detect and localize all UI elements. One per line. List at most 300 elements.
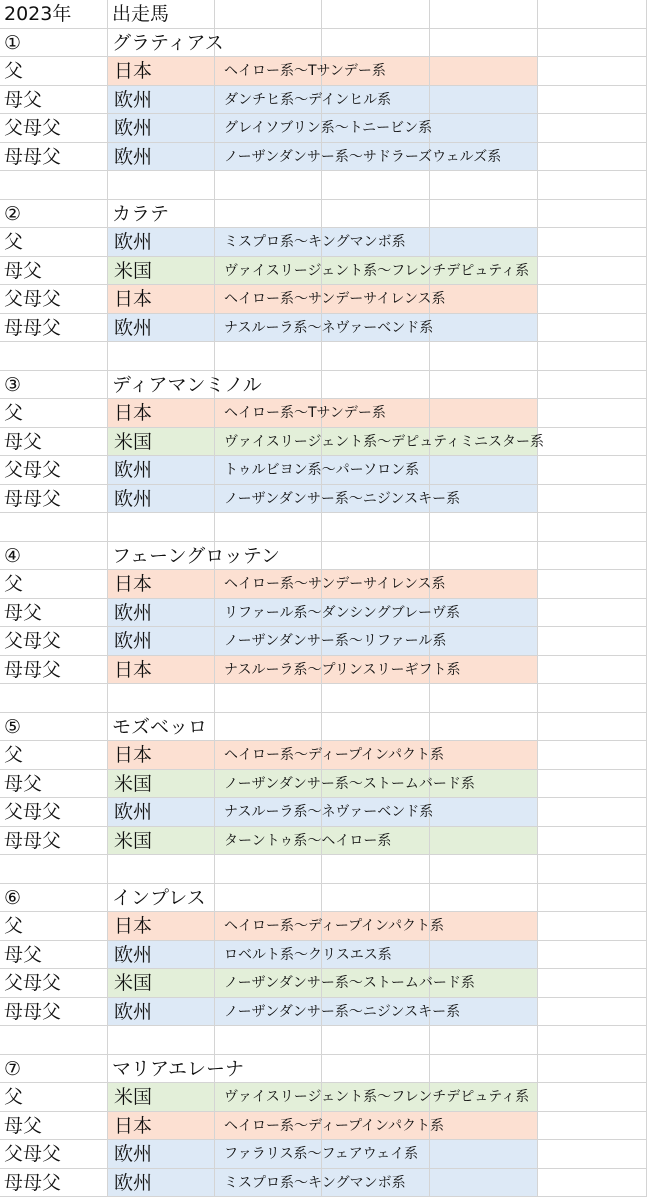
year-label: 2023年 xyxy=(4,3,72,25)
cell-col-4[interactable] xyxy=(430,513,538,542)
horse-title-row xyxy=(0,29,647,58)
region-label: 欧州 xyxy=(114,1143,153,1165)
pedigree-row xyxy=(0,627,647,656)
cell-col-0[interactable] xyxy=(0,912,108,941)
cell-col-1[interactable] xyxy=(108,998,215,1027)
pedigree-role: 父 xyxy=(4,402,24,424)
empty-row xyxy=(0,171,647,200)
cell-col-1[interactable] xyxy=(108,941,215,970)
cell-col-0[interactable] xyxy=(0,371,108,400)
region-label: 日本 xyxy=(114,573,153,595)
pedigree-role: 母父 xyxy=(4,1114,43,1137)
cell-col-2[interactable] xyxy=(215,684,322,713)
cell-col-4[interactable] xyxy=(430,57,538,86)
cell-col-1[interactable] xyxy=(108,656,215,685)
horse-name: マリアエレーナ xyxy=(112,1057,245,1080)
cell-col-1[interactable] xyxy=(108,57,215,86)
cell-col-4[interactable] xyxy=(430,884,538,913)
cell-col-0[interactable] xyxy=(0,57,108,86)
cell-col-0[interactable] xyxy=(0,713,108,742)
pedigree-row xyxy=(0,285,647,314)
cell-col-0[interactable] xyxy=(0,656,108,685)
horse-number: ① xyxy=(4,31,22,54)
cell-col-0[interactable] xyxy=(0,627,108,656)
cell-col-0[interactable] xyxy=(0,969,108,998)
cell-col-5[interactable] xyxy=(538,798,647,827)
cell-col-1[interactable] xyxy=(108,912,215,941)
cell-col-4[interactable] xyxy=(430,285,538,314)
cell-col-1[interactable] xyxy=(108,884,215,913)
cell-col-0[interactable] xyxy=(0,399,108,428)
horse-name: モズベッロ xyxy=(112,715,208,738)
horse-number: ③ xyxy=(4,373,22,396)
cell-col-1[interactable] xyxy=(108,741,215,770)
horse-number: ④ xyxy=(4,544,22,567)
cell-col-4[interactable] xyxy=(430,200,538,229)
header-row xyxy=(0,0,647,29)
pedigree-row xyxy=(0,1112,647,1141)
cell-col-1[interactable] xyxy=(108,314,215,343)
pedigree-role: 父母父 xyxy=(4,630,62,652)
pedigree-role: 母父 xyxy=(4,943,43,966)
cell-col-1[interactable] xyxy=(108,798,215,827)
cell-col-1[interactable] xyxy=(108,513,215,542)
cell-col-4[interactable] xyxy=(430,855,538,884)
cell-col-1[interactable] xyxy=(108,171,215,200)
sire-line: リファール系～ダンシングブレーヴ系 xyxy=(224,604,461,621)
cell-col-5[interactable] xyxy=(538,1083,647,1112)
cell-col-1[interactable] xyxy=(108,143,215,172)
horse-number: ⑥ xyxy=(4,886,22,909)
cell-col-1[interactable] xyxy=(108,200,215,229)
region-label: 米国 xyxy=(114,772,153,795)
cell-col-2[interactable] xyxy=(215,542,322,571)
cell-col-2[interactable] xyxy=(215,713,322,742)
region-label: 欧州 xyxy=(114,316,153,339)
cell-col-5[interactable] xyxy=(538,513,647,542)
cell-col-2[interactable] xyxy=(215,513,322,542)
cell-col-3[interactable] xyxy=(322,684,430,713)
pedigree-role: 母母父 xyxy=(4,829,62,852)
pedigree-role: 母母父 xyxy=(4,1171,62,1194)
header-title: 出走馬 xyxy=(112,3,170,25)
cell-col-5[interactable] xyxy=(538,998,647,1027)
cell-col-0[interactable] xyxy=(0,428,108,457)
cell-col-5[interactable] xyxy=(538,770,647,799)
cell-col-4[interactable] xyxy=(430,542,538,571)
cell-col-1[interactable] xyxy=(108,228,215,257)
cell-col-0[interactable] xyxy=(0,1083,108,1112)
cell-col-4[interactable] xyxy=(430,741,538,770)
cell-col-1[interactable] xyxy=(108,684,215,713)
cell-col-5[interactable] xyxy=(538,855,647,884)
cell-col-4[interactable] xyxy=(430,941,538,970)
cell-col-3[interactable] xyxy=(322,342,430,371)
cell-col-1[interactable] xyxy=(108,770,215,799)
region-label: 米国 xyxy=(114,430,153,453)
cell-col-0[interactable] xyxy=(0,827,108,856)
sire-line: ヘイロー系～Tサンデー系 xyxy=(224,63,386,79)
pedigree-role: 父 xyxy=(4,231,24,253)
region-label: 日本 xyxy=(114,744,153,766)
pedigree-role: 父母父 xyxy=(4,459,62,481)
sire-line: ノーザンダンサー系～ストームバード系 xyxy=(224,975,475,991)
cell-col-1[interactable] xyxy=(108,542,280,571)
cell-col-3[interactable] xyxy=(322,713,430,742)
region-label: 欧州 xyxy=(114,943,153,966)
cell-col-1[interactable] xyxy=(108,969,215,998)
horse-title-row xyxy=(0,884,647,913)
pedigree-row xyxy=(0,741,647,770)
cell-col-4[interactable] xyxy=(430,1112,538,1141)
cell-col-5[interactable] xyxy=(538,371,647,400)
cell-col-0[interactable] xyxy=(0,200,108,229)
cell-col-5[interactable] xyxy=(538,257,647,286)
cell-col-4[interactable] xyxy=(430,570,538,599)
cell-col-1[interactable] xyxy=(108,257,215,286)
cell-col-5[interactable] xyxy=(538,1055,647,1084)
cell-col-4[interactable] xyxy=(430,86,538,115)
cell-col-1[interactable] xyxy=(108,371,262,400)
cell-col-5[interactable] xyxy=(538,314,647,343)
cell-col-4[interactable] xyxy=(430,371,538,400)
cell-col-2[interactable] xyxy=(215,171,322,200)
cell-col-4[interactable] xyxy=(430,1026,538,1055)
pedigree-row xyxy=(0,1140,647,1169)
cell-col-0[interactable] xyxy=(0,684,108,713)
cell-col-4[interactable] xyxy=(430,314,538,343)
pedigree-row xyxy=(0,1169,647,1198)
cell-col-1[interactable] xyxy=(108,285,215,314)
cell-col-0[interactable] xyxy=(0,1026,108,1055)
cell-col-5[interactable] xyxy=(538,627,647,656)
cell-col-5[interactable] xyxy=(538,884,647,913)
pedigree-row xyxy=(0,570,647,599)
horse-name: フェーングロッテン xyxy=(112,544,280,567)
cell-col-4[interactable] xyxy=(430,912,538,941)
cell-col-5[interactable] xyxy=(538,542,647,571)
cell-col-4[interactable] xyxy=(430,399,538,428)
cell-col-4[interactable] xyxy=(430,456,538,485)
cell-col-4[interactable] xyxy=(430,114,538,143)
cell-col-1[interactable] xyxy=(108,1083,215,1112)
sire-line: ナスルーラ系～プリンスリーギフト系 xyxy=(224,661,461,678)
empty-row xyxy=(0,855,647,884)
cell-col-1[interactable] xyxy=(108,1026,215,1055)
horse-name: カラテ xyxy=(112,202,170,225)
cell-col-0[interactable] xyxy=(0,542,108,571)
cell-col-3[interactable] xyxy=(322,542,430,571)
cell-col-1[interactable] xyxy=(108,1140,215,1169)
cell-col-4[interactable] xyxy=(430,29,538,58)
cell-col-5[interactable] xyxy=(538,1112,647,1141)
cell-col-0[interactable] xyxy=(0,998,108,1027)
cell-col-0[interactable] xyxy=(0,941,108,970)
cell-col-1[interactable] xyxy=(108,342,215,371)
cell-col-1[interactable] xyxy=(108,399,215,428)
cell-col-0[interactable] xyxy=(0,456,108,485)
cell-col-5[interactable] xyxy=(538,969,647,998)
cell-col-1[interactable] xyxy=(108,114,215,143)
cell-col-4[interactable] xyxy=(430,1140,538,1169)
cell-col-2[interactable] xyxy=(215,371,322,400)
cell-col-5[interactable] xyxy=(538,684,647,713)
cell-col-3[interactable] xyxy=(322,171,430,200)
cell-col-2[interactable] xyxy=(215,0,322,29)
cell-col-5[interactable] xyxy=(538,86,647,115)
cell-col-3[interactable] xyxy=(322,1026,430,1055)
cell-col-5[interactable] xyxy=(538,456,647,485)
cell-col-5[interactable] xyxy=(538,912,647,941)
region-label: 欧州 xyxy=(114,487,153,510)
empty-row xyxy=(0,342,647,371)
cell-col-4[interactable] xyxy=(430,713,538,742)
cell-col-1[interactable] xyxy=(108,855,215,884)
cell-col-0[interactable] xyxy=(0,513,108,542)
region-label: 米国 xyxy=(114,829,153,852)
region-label: 日本 xyxy=(114,1114,153,1137)
cell-col-3[interactable] xyxy=(322,1055,430,1084)
cell-col-5[interactable] xyxy=(538,599,647,628)
cell-col-0[interactable] xyxy=(0,1169,108,1198)
cell-col-0[interactable] xyxy=(0,86,108,115)
pedigree-row xyxy=(0,770,647,799)
cell-col-2[interactable] xyxy=(215,1026,322,1055)
cell-col-0[interactable] xyxy=(0,798,108,827)
region-label: 欧州 xyxy=(114,801,153,823)
cell-col-1[interactable] xyxy=(108,0,215,29)
cell-col-4[interactable] xyxy=(430,798,538,827)
pedigree-row xyxy=(0,86,647,115)
cell-col-5[interactable] xyxy=(538,228,647,257)
cell-col-4[interactable] xyxy=(430,827,538,856)
sire-line: ヴァイスリージェント系～フレンチデピュティ系 xyxy=(224,262,530,279)
cell-col-0[interactable] xyxy=(0,1055,108,1084)
cell-col-2[interactable] xyxy=(215,1055,322,1084)
cell-col-5[interactable] xyxy=(538,485,647,514)
cell-col-5[interactable] xyxy=(538,285,647,314)
pedigree-row xyxy=(0,798,647,827)
cell-col-3[interactable] xyxy=(322,29,430,58)
horse-title-row xyxy=(0,713,647,742)
cell-col-5[interactable] xyxy=(538,713,647,742)
cell-col-2[interactable] xyxy=(215,855,322,884)
cell-col-0[interactable] xyxy=(0,855,108,884)
cell-col-3[interactable] xyxy=(322,884,430,913)
cell-col-1[interactable] xyxy=(108,428,215,457)
cell-col-4[interactable] xyxy=(430,171,538,200)
cell-col-5[interactable] xyxy=(538,827,647,856)
cell-col-4[interactable] xyxy=(430,0,538,29)
cell-col-1[interactable] xyxy=(108,713,215,742)
empty-row xyxy=(0,1026,647,1055)
pedigree-row xyxy=(0,998,647,1027)
cell-col-1[interactable] xyxy=(108,570,215,599)
cell-col-5[interactable] xyxy=(538,428,647,457)
pedigree-role: 父 xyxy=(4,915,24,937)
cell-col-2[interactable] xyxy=(215,884,322,913)
cell-col-1[interactable] xyxy=(108,627,215,656)
cell-col-1[interactable] xyxy=(108,485,215,514)
cell-col-0[interactable] xyxy=(0,29,108,58)
pedigree-role: 母父 xyxy=(4,259,43,282)
horse-title-row xyxy=(0,200,647,229)
pedigree-row xyxy=(0,599,647,628)
sire-line: ノーザンダンサー系～リファール系 xyxy=(224,633,447,649)
cell-col-4[interactable] xyxy=(430,1055,538,1084)
cell-col-3[interactable] xyxy=(322,0,430,29)
pedigree-role: 母母父 xyxy=(4,145,62,168)
cell-col-1[interactable] xyxy=(108,86,215,115)
horse-title-row xyxy=(0,542,647,571)
cell-col-5[interactable] xyxy=(538,29,647,58)
region-label: 日本 xyxy=(114,60,153,82)
cell-col-4[interactable] xyxy=(430,342,538,371)
region-label: 欧州 xyxy=(114,459,153,481)
cell-col-1[interactable] xyxy=(108,599,215,628)
cell-col-0[interactable] xyxy=(0,114,108,143)
cell-col-0[interactable] xyxy=(0,143,108,172)
sire-line: ノーザンダンサー系～ストームバード系 xyxy=(224,775,475,792)
empty-row xyxy=(0,684,647,713)
pedigree-row xyxy=(0,114,647,143)
pedigree-role: 父母父 xyxy=(4,801,62,823)
cell-col-0[interactable] xyxy=(0,599,108,628)
cell-col-0[interactable] xyxy=(0,1140,108,1169)
cell-col-5[interactable] xyxy=(538,114,647,143)
sire-line: ノーザンダンサー系～ニジンスキー系 xyxy=(224,490,461,507)
pedigree-row xyxy=(0,257,647,286)
cell-col-0[interactable] xyxy=(0,884,108,913)
cell-col-0[interactable] xyxy=(0,171,108,200)
region-label: 日本 xyxy=(114,915,153,937)
sire-line: ヴァイスリージェント系～フレンチデピュティ系 xyxy=(224,1089,530,1105)
cell-col-1[interactable] xyxy=(108,29,224,58)
sire-line: ナスルーラ系～ネヴァーベンド系 xyxy=(224,319,434,336)
cell-col-0[interactable] xyxy=(0,741,108,770)
sire-line: ノーザンダンサー系～サドラーズウェルズ系 xyxy=(224,148,502,165)
pedigree-role: 父母父 xyxy=(4,1143,62,1165)
sire-line: ヘイロー系～ディープインパクト系 xyxy=(224,1117,444,1134)
empty-row xyxy=(0,513,647,542)
cell-col-5[interactable] xyxy=(538,570,647,599)
region-label: 米国 xyxy=(114,259,153,282)
region-label: 欧州 xyxy=(114,601,153,624)
pedigree-role: 母母父 xyxy=(4,487,62,510)
pedigree-role: 父母父 xyxy=(4,972,62,994)
pedigree-row xyxy=(0,1083,647,1112)
cell-col-0[interactable] xyxy=(0,770,108,799)
cell-col-5[interactable] xyxy=(538,1169,647,1198)
cell-col-0[interactable] xyxy=(0,1112,108,1141)
pedigree-row xyxy=(0,969,647,998)
cell-col-0[interactable] xyxy=(0,485,108,514)
cell-col-5[interactable] xyxy=(538,941,647,970)
cell-col-4[interactable] xyxy=(430,228,538,257)
cell-col-5[interactable] xyxy=(538,0,647,29)
region-label: 日本 xyxy=(114,658,153,681)
region-label: 欧州 xyxy=(114,1171,153,1194)
horse-name: ディアマンミノル xyxy=(112,373,262,396)
sire-line: ヘイロー系～サンデーサイレンス系 xyxy=(224,576,446,592)
region-label: 欧州 xyxy=(114,88,153,111)
cell-col-5[interactable] xyxy=(538,656,647,685)
cell-col-5[interactable] xyxy=(538,143,647,172)
region-label: 欧州 xyxy=(114,231,153,253)
region-label: 欧州 xyxy=(114,630,153,652)
cell-col-4[interactable] xyxy=(430,1169,538,1198)
cell-col-3[interactable] xyxy=(322,855,430,884)
cell-col-4[interactable] xyxy=(430,684,538,713)
cell-col-1[interactable] xyxy=(108,1169,215,1198)
pedigree-row xyxy=(0,314,647,343)
pedigree-row xyxy=(0,912,647,941)
cell-col-3[interactable] xyxy=(322,513,430,542)
region-label: 欧州 xyxy=(114,117,153,139)
pedigree-role: 母母父 xyxy=(4,1000,62,1023)
cell-col-1[interactable] xyxy=(108,1055,245,1084)
region-label: 日本 xyxy=(114,402,153,424)
sire-line: ヘイロー系～サンデーサイレンス系 xyxy=(224,291,446,307)
cell-col-5[interactable] xyxy=(538,342,647,371)
pedigree-role: 父 xyxy=(4,1086,24,1108)
region-label: 米国 xyxy=(114,972,153,994)
cell-col-5[interactable] xyxy=(538,399,647,428)
sire-line: ヴァイスリージェント系～デピュティミニスター系 xyxy=(224,433,545,450)
cell-col-5[interactable] xyxy=(538,200,647,229)
cell-col-0[interactable] xyxy=(0,285,108,314)
cell-col-1[interactable] xyxy=(108,1112,215,1141)
cell-col-0[interactable] xyxy=(0,257,108,286)
horse-number: ② xyxy=(4,202,22,225)
horse-title-row xyxy=(0,1055,647,1084)
cell-col-1[interactable] xyxy=(108,456,215,485)
cell-col-0[interactable] xyxy=(0,0,108,29)
horse-name: グラティアス xyxy=(112,31,224,54)
pedigree-role: 母父 xyxy=(4,430,43,453)
horse-number: ⑤ xyxy=(4,715,22,738)
sire-line: ヘイロー系～ディープインパクト系 xyxy=(224,918,444,934)
cell-col-0[interactable] xyxy=(0,342,108,371)
pedigree-row xyxy=(0,399,647,428)
pedigree-role: 母父 xyxy=(4,601,43,624)
cell-col-0[interactable] xyxy=(0,314,108,343)
sire-line: グレイソブリン系～トニービン系 xyxy=(224,120,433,136)
sire-line: ナスルーラ系～ネヴァーベンド系 xyxy=(224,804,434,820)
region-label: 欧州 xyxy=(114,145,153,168)
cell-col-5[interactable] xyxy=(538,171,647,200)
cell-col-0[interactable] xyxy=(0,228,108,257)
cell-col-2[interactable] xyxy=(215,29,322,58)
horse-number: ⑦ xyxy=(4,1057,22,1080)
sire-line: ノーザンダンサー系～ニジンスキー系 xyxy=(224,1003,461,1020)
cell-col-5[interactable] xyxy=(538,741,647,770)
pedigree-row xyxy=(0,143,647,172)
sire-line: ヘイロー系～Tサンデー系 xyxy=(224,405,386,421)
pedigree-role: 父 xyxy=(4,60,24,82)
region-label: 米国 xyxy=(114,1086,153,1108)
cell-col-0[interactable] xyxy=(0,570,108,599)
cell-col-1[interactable] xyxy=(108,827,215,856)
cell-col-5[interactable] xyxy=(538,57,647,86)
cell-col-5[interactable] xyxy=(538,1140,647,1169)
pedigree-row xyxy=(0,228,647,257)
cell-col-2[interactable] xyxy=(215,200,322,229)
cell-col-2[interactable] xyxy=(215,342,322,371)
cell-col-5[interactable] xyxy=(538,1026,647,1055)
cell-col-3[interactable] xyxy=(322,371,430,400)
cell-col-3[interactable] xyxy=(322,200,430,229)
